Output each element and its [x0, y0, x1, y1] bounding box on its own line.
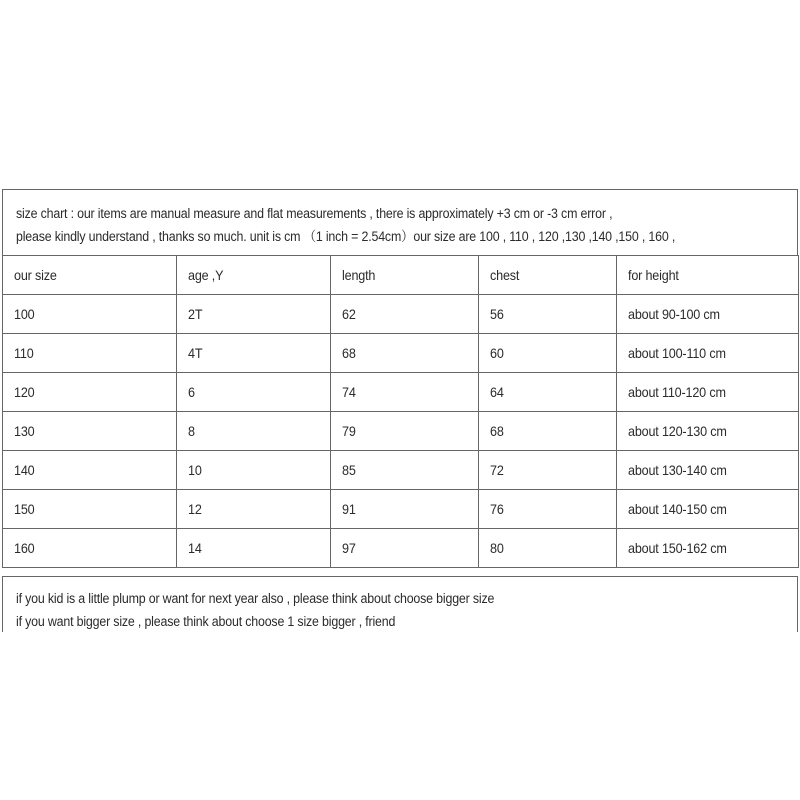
footer-line-2: if you want bigger size , please think about choose 1 size bigger , friend — [16, 614, 396, 629]
cell-height: about 120-130 cm — [628, 423, 727, 439]
cell-length: 91 — [342, 501, 356, 517]
cell-length: 85 — [342, 462, 356, 478]
cell-size: 160 — [14, 540, 35, 556]
cell-age: 4T — [188, 345, 203, 361]
size-chart-sheet — [2, 189, 798, 631]
size-table — [2, 255, 799, 568]
header-age: age ,Y — [188, 267, 224, 283]
table-header-row — [3, 256, 799, 295]
cell-size: 130 — [14, 423, 35, 439]
cell-chest: 72 — [490, 462, 504, 478]
cell-age: 8 — [188, 423, 195, 439]
cell-age: 14 — [188, 540, 202, 556]
table-row — [3, 451, 799, 490]
cell-size: 100 — [14, 306, 35, 322]
cell-chest: 64 — [490, 384, 504, 400]
cell-length: 79 — [342, 423, 356, 439]
cell-age: 6 — [188, 384, 195, 400]
cell-height: about 150-162 cm — [628, 540, 727, 556]
footer-line-1: if you kid is a little plump or want for next year also , please think about choose bigger size — [16, 591, 495, 606]
table-row — [3, 412, 799, 451]
cell-size: 110 — [14, 345, 34, 361]
cell-length: 74 — [342, 384, 356, 400]
intro-line-1: size chart : our items are manual measure and flat measurements , there is approximately +3 cm or -3 cm error , — [16, 206, 613, 221]
cell-height: about 100-110 cm — [628, 345, 726, 361]
cell-chest: 80 — [490, 540, 504, 556]
cell-size: 150 — [14, 501, 35, 517]
cell-age: 2T — [188, 306, 203, 322]
intro-line-2: please kindly understand , thanks so much. unit is cm （1 inch = 2.54cm）our size are 100 , 110 , 120 ,130 ,140 ,150 , 160 , — [16, 229, 676, 244]
cell-height: about 90-100 cm — [628, 306, 720, 322]
cell-chest: 60 — [490, 345, 504, 361]
table-row — [3, 373, 799, 412]
cell-age: 12 — [188, 501, 202, 517]
header-our-size: our size — [14, 267, 57, 283]
table-row — [3, 334, 799, 373]
cell-size: 120 — [14, 384, 35, 400]
cell-size: 140 — [14, 462, 35, 478]
cell-height: about 140-150 cm — [628, 501, 727, 517]
cell-length: 68 — [342, 345, 356, 361]
header-length: length — [342, 267, 376, 283]
table-row — [3, 529, 799, 568]
table-row — [3, 295, 799, 334]
header-chest: chest — [490, 267, 520, 283]
cell-chest: 56 — [490, 306, 504, 322]
cell-height: about 130-140 cm — [628, 462, 727, 478]
table-row — [3, 490, 799, 529]
cell-length: 97 — [342, 540, 356, 556]
cell-length: 62 — [342, 306, 356, 322]
header-for-height: for height — [628, 267, 679, 283]
cell-chest: 68 — [490, 423, 504, 439]
cell-height: about 110-120 cm — [628, 384, 726, 400]
cell-age: 10 — [188, 462, 202, 478]
cell-chest: 76 — [490, 501, 504, 517]
